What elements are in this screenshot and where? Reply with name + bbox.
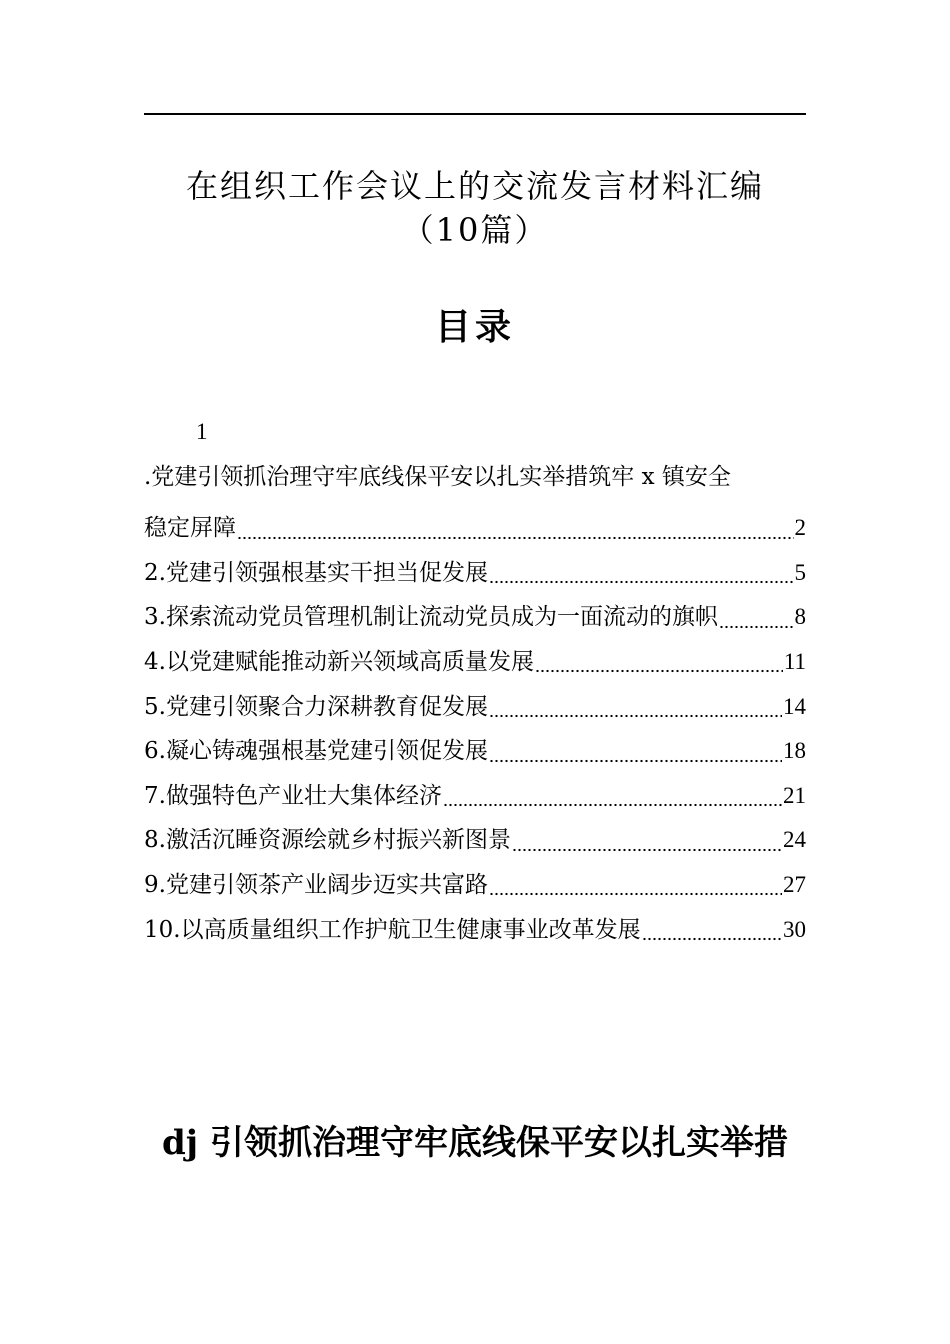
toc-entry-label: 7.做强特色产业壮大集体经济 [144, 782, 442, 809]
toc-heading: 目录 [434, 306, 515, 348]
toc-entry[interactable] [144, 640, 806, 685]
toc-entry[interactable] [144, 863, 806, 908]
toc-leader-dots [512, 848, 782, 852]
toc-leader-dots [489, 892, 782, 896]
toc-entry-label: 4.以党建赋能推动新兴领域高质量发展 [144, 649, 534, 676]
toc-entry-label: .党建引领抓治理守牢底线保平安以扎实举措筑牢 x 镇安全 [144, 464, 731, 490]
toc-entry-page: 30 [783, 916, 806, 942]
toc-entry-page: 5 [794, 559, 806, 585]
toc-entry[interactable] [144, 595, 806, 640]
toc-entry[interactable] [144, 907, 806, 952]
toc-entry-label: 3.探索流动党员管理机制让流动党员成为一面流动的旗帜 [144, 604, 718, 631]
toc-entry[interactable] [144, 506, 806, 551]
toc-entry[interactable] [144, 551, 806, 596]
toc-entry-number: 1 [196, 419, 208, 444]
toc-leader-dots [642, 937, 782, 941]
toc-entry-page: 8 [794, 604, 806, 630]
toc-entry-page: 14 [783, 693, 806, 719]
toc-entry-label: 6.凝心铸魂强根基党建引领促发展 [144, 738, 488, 765]
toc-leader-dots [489, 759, 782, 763]
toc-leader-dots [443, 803, 782, 807]
toc-entry-first-line[interactable] [144, 462, 806, 492]
toc-leader-dots [489, 714, 782, 718]
toc-entry[interactable] [144, 684, 806, 729]
toc-entry[interactable] [144, 774, 806, 819]
toc-leader-dots [237, 536, 794, 540]
header-rule [144, 113, 806, 115]
document-title: 在组织工作会议上的交流发言材料汇编 [185, 167, 764, 205]
toc-entry-label: 9.党建引领茶产业阔步迈实共富路 [144, 872, 488, 899]
toc-leader-dots [489, 580, 794, 584]
document-subtitle: （10篇） [401, 211, 549, 249]
toc-entry-page: 27 [783, 872, 806, 898]
toc-entry-page: 11 [783, 649, 806, 675]
toc-entry-label: 8.激活沉睡资源绘就乡村振兴新图景 [144, 827, 511, 854]
toc-entry-page: 24 [783, 827, 806, 853]
section-heading: dj 引领抓治理守牢底线保平安以扎实举措 [162, 1123, 788, 1163]
toc-entry-page: 2 [794, 515, 806, 541]
toc-entry[interactable] [144, 729, 806, 774]
toc-entry-label: 稳定屏障 [144, 515, 236, 542]
toc-entry-page: 21 [783, 782, 806, 808]
toc-leader-dots [719, 625, 794, 629]
toc-entry-page: 18 [783, 738, 806, 764]
toc-list [144, 506, 806, 952]
toc-entry-label: 10.以高质量组织工作护航卫生健康事业改革发展 [144, 916, 641, 943]
toc-entry-label: 2.党建引领强根基实干担当促发展 [144, 559, 488, 586]
toc-entry-label: 5.党建引领聚合力深耕教育促发展 [144, 693, 488, 720]
toc-leader-dots [535, 669, 783, 673]
toc-entry[interactable] [144, 818, 806, 863]
